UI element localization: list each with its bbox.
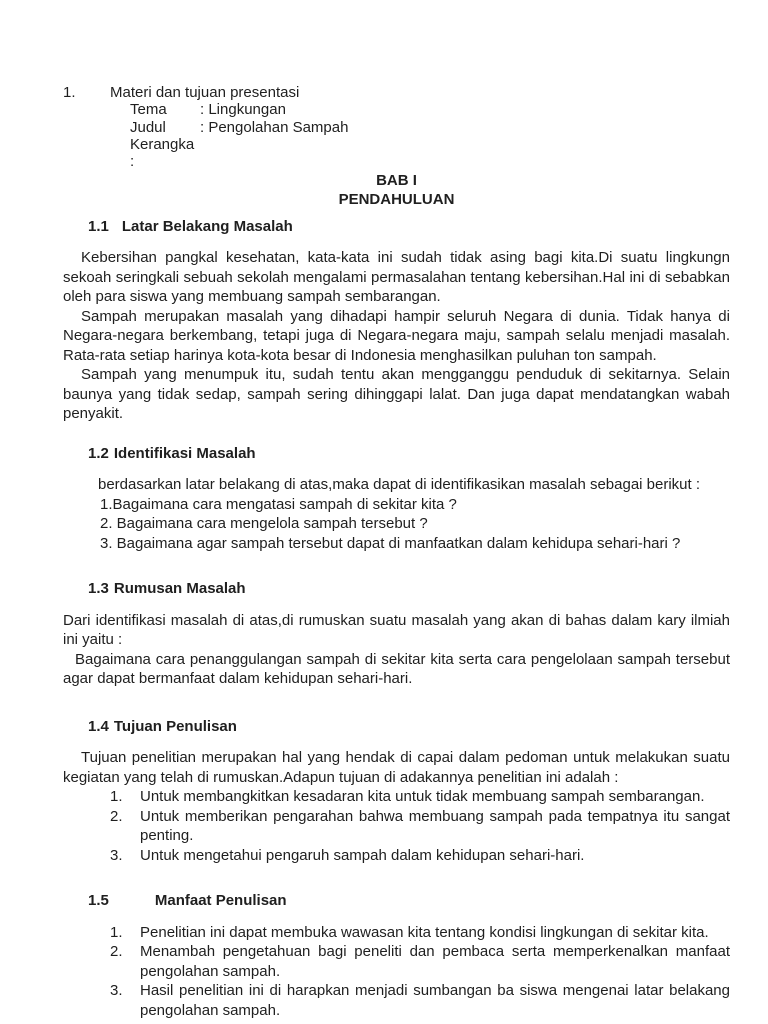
section-heading-1-1 xyxy=(88,217,730,237)
list-item-number: 3. xyxy=(110,982,123,1000)
section-number: 1.3 xyxy=(88,580,109,598)
goal-item xyxy=(110,787,730,807)
intro-field-value: : Pengolahan Sampah xyxy=(200,118,349,136)
section-title: Manfaat Penulisan xyxy=(154,892,287,910)
intro-item xyxy=(63,84,730,101)
question-item: 1.Bagaimana cara mengatasi sampah di sekitar kita ? xyxy=(100,495,457,513)
list-item-text: Penelitian ini dapat membuka wawasan kita tentang kondisi lingkungan di sekitar kita. xyxy=(140,923,709,941)
list-item-text: Untuk membangkitkan kesadaran kita untuk tidak membuang sampah sembarangan. xyxy=(140,788,705,806)
section-title: Latar Belakang Masalah xyxy=(121,217,293,235)
question-item: 2. Bagaimana cara mengelola sampah tersebut ? xyxy=(100,515,428,533)
section-lead: Tujuan penelitian merupakan hal yang hendak di capai dalam pedoman untuk melakukan suatu kegiatan yang telah di rumuskan.Adapun tujuan di adakannya penelitian ini adalah : xyxy=(63,749,730,786)
paragraph: Bagaimana cara penanggulangan sampah di sekitar kita serta cara pengelolaan sampah tersebut agar dapat bermanfaat dalam kehidupan sehari-hari. xyxy=(63,650,730,688)
intro-field-label: Kerangka : xyxy=(130,135,195,170)
list-item-text: Menambah pengetahuan bagi peneliti dan pembaca serta memperkenalkan manfaat pengolahan sampah. xyxy=(140,943,730,980)
section-heading-1-4 xyxy=(88,717,730,737)
question-list xyxy=(100,495,730,554)
goal-list xyxy=(110,787,730,865)
goal-item xyxy=(110,846,730,866)
section-heading-1-5 xyxy=(88,891,730,911)
benefit-item xyxy=(110,981,730,1020)
paragraph: Sampah merupakan masalah yang dihadapi hampir seluruh Negara di dunia. Tidak hanya di Negara-negara berkembang, tetapi juga di Negara-negara maju, sampah selalu menjadi masalah. Rata-rata setiap harinya kota-kota besar di Indonesia menghasilkan puluhan ton sampah. xyxy=(63,307,730,364)
section-lead: berdasarkan latar belakang di atas,maka dapat di identifikasikan masalah sebagai berikut : xyxy=(98,476,701,494)
chapter-title: BAB I xyxy=(376,172,417,190)
intro-fields xyxy=(130,101,730,170)
section-heading-1-3 xyxy=(88,579,730,599)
list-item-text: Hasil penelitian ini di harapkan menjadi sumbangan ba siswa mengenai latar belakang pengolahan sampah. xyxy=(140,982,730,1019)
intro-field-judul xyxy=(130,119,730,136)
intro-field-kerangka xyxy=(130,136,730,171)
paragraph: Dari identifikasi masalah di atas,di rumuskan suatu masalah yang akan di bahas dalam kary ilmiah ini yaitu : xyxy=(63,611,730,649)
list-item-number: 2. xyxy=(110,943,123,961)
intro-field-label: Judul xyxy=(130,118,166,136)
list-item-number: 3. xyxy=(110,846,123,864)
paragraph: Kebersihan pangkal kesehatan, kata-kata ini sudah tidak asing bagi kita.Di suatu lingkungn sekoah seringkali sebuah sekolah mengalami permasalahan tentang kebersihan.Hal ini di sebabkan oleh para siswa yang membuang sampah sembarangan. xyxy=(63,249,730,306)
section-number: 1.5 xyxy=(88,892,109,910)
paragraph: Sampah yang menumpuk itu, sudah tentu akan mengganggu penduduk di sekitarnya. Selain baunya yang tidak sedap, sampah sering dihinggapi lalat. Dan juga dapat mendatangkan wabah penyakit. xyxy=(63,366,730,423)
list-item-number: 1. xyxy=(110,788,123,806)
section-title: Tujuan Penulisan xyxy=(113,717,237,735)
question-item: 3. Bagaimana agar sampah tersebut dapat di manfaatkan dalam kehidupa sehari-hari ? xyxy=(100,534,681,552)
intro-item-number: 1. xyxy=(63,84,76,101)
intro-item-title: Materi dan tujuan presentasi xyxy=(110,84,300,101)
intro-field-value: : Lingkungan xyxy=(200,101,286,119)
benefit-item xyxy=(110,923,730,943)
chapter-heading xyxy=(63,172,730,210)
intro-field-label: Tema xyxy=(130,101,167,119)
chapter-subtitle: PENDAHULUAN xyxy=(338,191,455,208)
goal-item xyxy=(110,807,730,846)
list-item-number: 1. xyxy=(110,923,123,941)
section-number: 1.1 xyxy=(88,217,109,235)
section-title: Rumusan Masalah xyxy=(113,580,246,598)
benefit-item xyxy=(110,942,730,981)
intro-field-tema xyxy=(130,101,730,118)
list-item-text: Untuk mengetahui pengaruh sampah dalam kehidupan sehari-hari. xyxy=(140,846,585,864)
benefit-list xyxy=(110,923,730,1021)
list-item-text: Untuk memberikan pengarahan bahwa membuang sampah pada tempatnya itu sangat penting. xyxy=(140,807,730,845)
section-number: 1.4 xyxy=(88,717,109,735)
section-title: Identifikasi Masalah xyxy=(113,444,256,462)
section-number: 1.2 xyxy=(88,444,109,462)
list-item-number: 2. xyxy=(110,807,123,825)
section-heading-1-2 xyxy=(88,444,730,464)
